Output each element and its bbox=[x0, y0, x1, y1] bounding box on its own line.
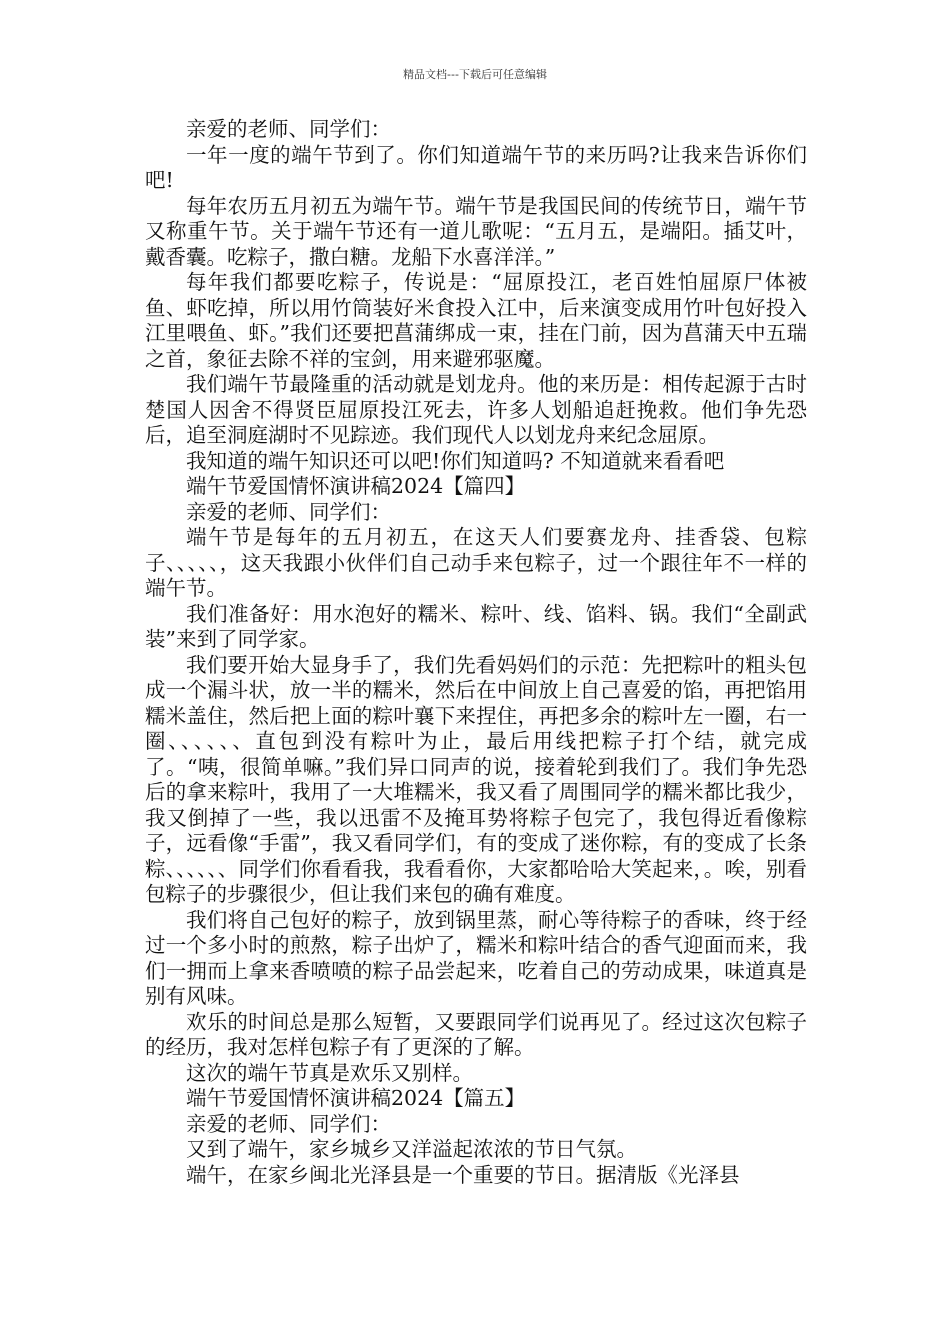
paragraph: 端午，在家乡闽北光泽县是一个重要的节日。据清版《光泽县 bbox=[186, 1162, 740, 1187]
paragraph: 每年我们都要吃粽子，传说是：“屈原投江，老百姓怕屈原尸体被鱼、虾吃掉，所以用竹筒装好米食投入江中，后来演变成用竹叶包好投入江里喂鱼、虾。”我们还要把菖蒲绑成一束，挂在门前，因为菖蒲天中五瑞之首，象征去除不祥的宝剑，用来避邪驱魔。 bbox=[145, 270, 807, 371]
paragraph: 每年农历五月初五为端午节。端午节是我国民间的传统节日，端午节又称重午节。关于端午节还有一道儿歌呢：“五月五，是端阳。插艾叶，戴香囊。吃粽子，撒白糖。龙船下水喜洋洋。” bbox=[145, 193, 807, 269]
paragraph: 我们将自己包好的粽子，放到锅里蒸，耐心等待粽子的香味，终于经过一个多小时的煎熬，粽子出炉了，糯米和粽叶结合的香气迎面而来，我们一拥而上拿来香喷喷的粽子品尝起来，吃着自己的劳动成果，味道真是别有风味。 bbox=[145, 907, 807, 1008]
paragraph: 又到了端午，家乡城乡又洋溢起浓浓的节日气氛。 bbox=[186, 1137, 637, 1161]
section-heading: 端午节爱国情怀演讲稿2024【篇五】 bbox=[186, 1086, 526, 1110]
paragraph: 一年一度的端午节到了。你们知道端午节的来历吗?让我来告诉你们吧! bbox=[145, 142, 807, 192]
paragraph: 这次的端午节真是欢乐又别样。 bbox=[186, 1060, 473, 1085]
paragraph: 端午节是每年的五月初五，在这天人们要赛龙舟、挂香袋、包粽子、、、、、，这天我跟小伙伴们自己动手来包粽子，过一个跟往年不一样的端午节。 bbox=[145, 525, 807, 600]
document-body bbox=[145, 117, 807, 1188]
section-heading: 端午节爱国情怀演讲稿2024【篇四】 bbox=[186, 474, 526, 498]
salutation: 亲爱的老师、同学们： bbox=[186, 117, 391, 141]
paragraph: 我们准备好：用水泡好的糯米、粽叶、线、馅料、锅。我们“全副武装”来到了同学家。 bbox=[145, 601, 807, 651]
paragraph: 我们端午节最隆重的活动就是划龙舟。他的来历是：相传起源于古时楚国人因舍不得贤臣屈原投江死去，许多人划船追赶挽救。他们争先恐后，追至洞庭湖时不见踪迹。我们现代人以划龙舟来纪念屈原。 bbox=[145, 372, 807, 447]
salutation: 亲爱的老师、同学们： bbox=[186, 499, 391, 524]
page-header: 精品文档---下载后可任意编辑 bbox=[403, 68, 547, 81]
paragraph: 欢乐的时间总是那么短暂，又要跟同学们说再见了。经过这次包粽子的经历，我对怎样包粽子有了更深的了解。 bbox=[145, 1009, 807, 1059]
paragraph: 我知道的端午知识还可以吧!你们知道吗? 不知道就来看看吧 bbox=[186, 448, 725, 473]
salutation: 亲爱的老师、同学们： bbox=[186, 1111, 391, 1136]
paragraph: 我们要开始大显身手了，我们先看妈妈们的示范：先把粽叶的粗头包成一个漏斗状，放一半的糯米，然后在中间放上自己喜爱的馅，再把馅用糯米盖住，然后把上面的粽叶襄下来捏住，再把多余的粽叶左一圈，右一圈、、、、、、直包到没有粽叶为止，最后用线把粽子打个结，就完成了。“咦，很简单嘛。”我们异口同声的说，接着轮到我们了。我们争先恐后的拿来粽叶，我用了一大堆糯米，我又看了周围同学的糯米都比我少，我又倒掉了一些，我以迅雷不及掩耳势将粽子包完了，我包得近看像粽子，远看像“手雷”，我又看同学们，有的变成了迷你粽，有的变成了长条粽、、、、、、同学们你看看我，我看看你，大家都哈哈大笑起来，。唉，别看包粽子的步骤很少，但让我们来包的确有难度。 bbox=[145, 652, 807, 906]
